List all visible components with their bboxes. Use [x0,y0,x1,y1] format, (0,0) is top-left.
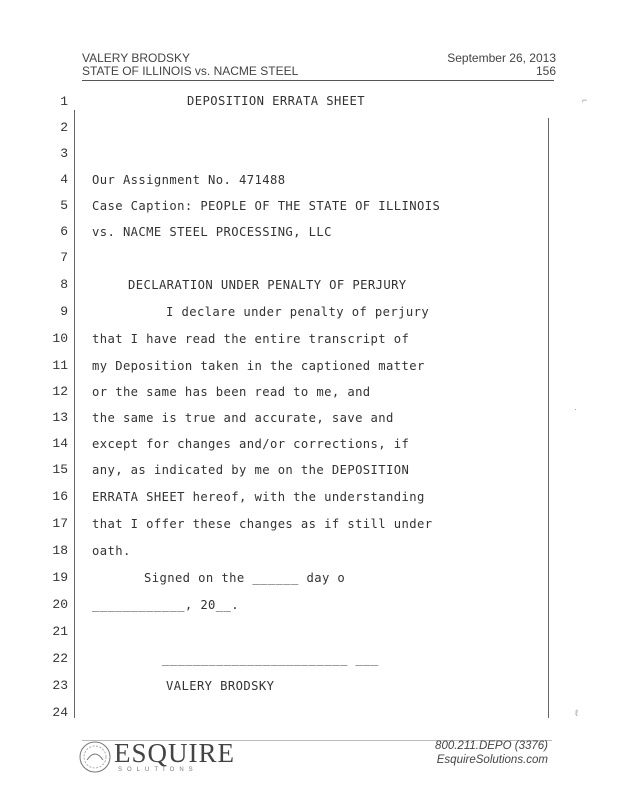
line-number: 17 [52,516,68,531]
line-number: 6 [60,224,68,239]
line-number: 23 [52,678,68,693]
line-number: 7 [60,250,68,265]
case-caption-line: Case Caption: PEOPLE OF THE STATE OF ILLINOIS [92,199,441,213]
scan-artifact: ⌐ [582,95,588,105]
witness-name: VALERY BRODSKY [82,51,191,65]
line-number: 21 [52,624,68,639]
declaration-text-line: my Deposition taken in the captioned matter [92,359,425,373]
line-number: 20 [52,597,68,612]
line-number: 1 [60,94,68,109]
footer-website: EsquireSolutions.com [436,754,548,766]
declaration-heading: DECLARATION UNDER PENALTY OF PERJURY [128,278,407,292]
line-number: 9 [60,304,68,319]
line-number: 24 [52,705,68,720]
line-number: 11 [52,358,68,373]
declaration-text-line: that I have read the entire transcript of [92,332,410,346]
footer-phone: 800.211.DEPO (3376) [435,740,548,752]
page-header-right [447,52,556,78]
line-number: 4 [60,172,68,187]
line-number: 3 [60,146,68,161]
scan-artifact: ℓ [575,708,578,718]
declaration-text-line: any, as indicated by me on the DEPOSITION [92,463,410,477]
line-number: 8 [60,277,68,292]
line-number: 14 [52,436,68,451]
left-margin-line [74,110,75,718]
signer-name: VALERY BRODSKY [166,679,275,693]
declaration-text-line: except for changes and/or corrections, if [92,437,410,451]
line-number: 12 [52,384,68,399]
page-number: 156 [535,64,556,78]
declaration-text-line: oath. [92,544,131,558]
declaration-text-line: the same is true and accurate, save and [92,411,394,425]
date-blank-line: ____________, 20__. [92,598,240,612]
declaration-text-line: that I offer these changes as if still under [92,517,433,531]
line-number: 13 [52,410,68,425]
case-caption-line-2: vs. NACME STEEL PROCESSING, LLC [92,225,332,239]
assignment-number-line: Our Assignment No. 471488 [92,173,286,187]
esquire-logo [78,738,248,778]
right-margin-line [548,118,549,718]
scan-artifact: · [574,404,577,414]
case-short-title: STATE OF ILLINOIS vs. NACME STEEL [82,64,299,78]
deposition-date: September 26, 2013 [447,51,556,65]
header-rule [82,80,554,81]
line-number: 15 [52,462,68,477]
signature-line: ________________________ ___ [162,652,379,666]
declaration-text-line: ERRATA SHEET hereof, with the understanding [92,490,425,504]
line-number: 10 [52,331,68,346]
page-header-left [82,52,298,78]
line-number: 18 [52,543,68,558]
line-number: 22 [52,651,68,666]
logo-subtitle: SOLUTIONS [118,767,198,773]
line-number: 5 [60,198,68,213]
line-number: 2 [60,120,68,135]
seal-icon [78,740,112,774]
document-title: DEPOSITION ERRATA SHEET [187,94,365,108]
declaration-text-line: I declare under penalty of perjury [166,305,430,319]
line-number: 16 [52,489,68,504]
line-number: 19 [52,570,68,585]
signed-on-line: Signed on the ______ day o [144,571,346,585]
declaration-text-line: or the same has been read to me, and [92,385,371,399]
logo-wordmark: ESQUIRE [114,738,235,768]
